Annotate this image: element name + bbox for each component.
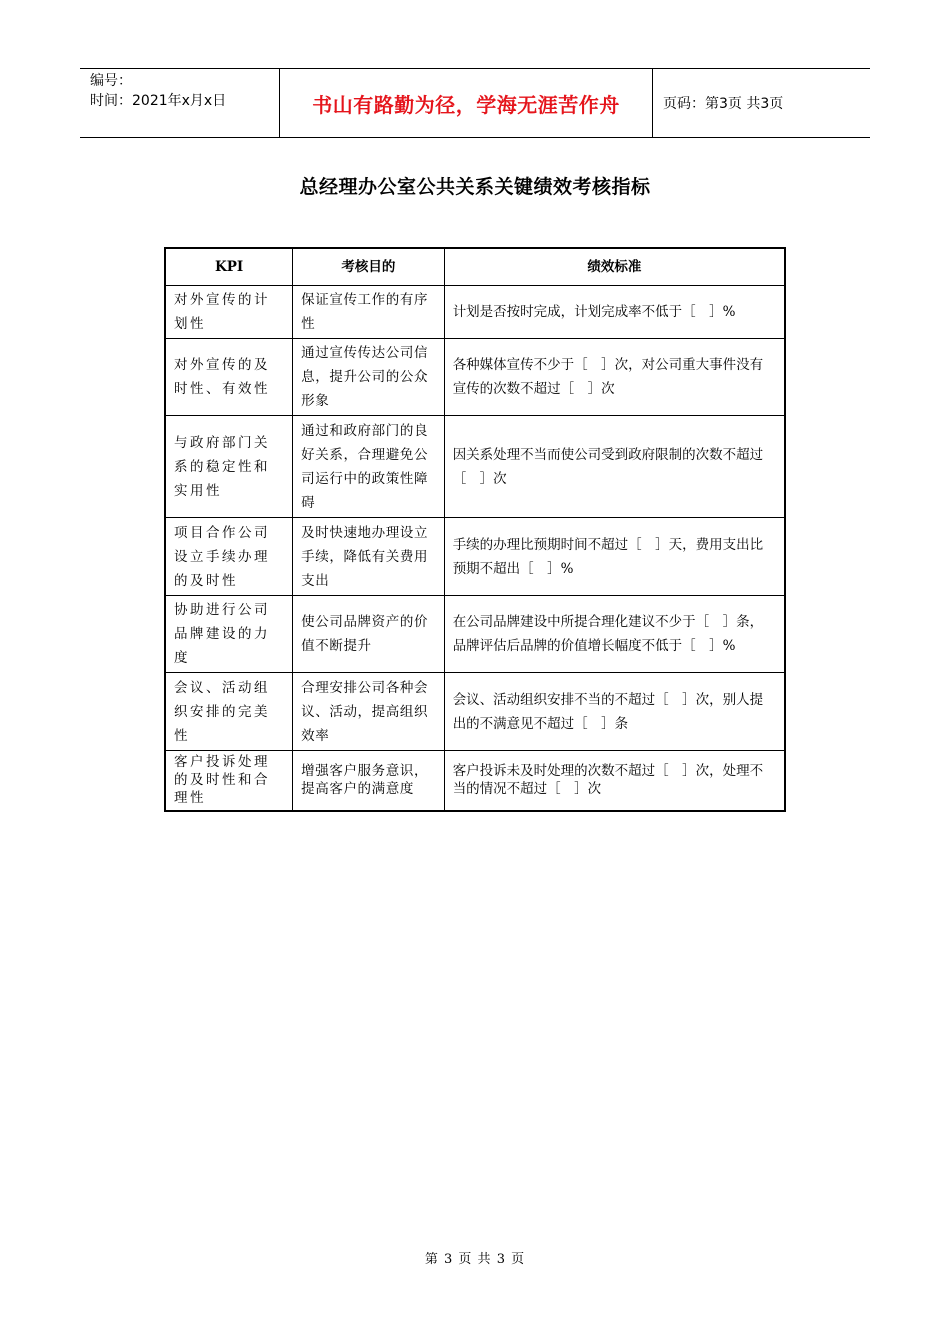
standard-cell: 各种媒体宣传不少于［ ］次，对公司重大事件没有宣传的次数不超过［ ］次 [444, 339, 785, 416]
kpi-cell: 协助进行公司品牌建设的力度 [165, 596, 293, 673]
header-page-info [653, 69, 870, 137]
purpose-cell: 及时快速地办理设立手续，降低有关费用支出 [293, 518, 445, 596]
kpi-cell: 项目合作公司设立手续办理的及时性 [165, 518, 293, 596]
table-row [165, 518, 785, 596]
header-meta [80, 69, 280, 137]
purpose-cell: 保证宣传工作的有序性 [293, 286, 445, 339]
standard-cell: 因关系处理不当而使公司受到政府限制的次数不超过［ ］次 [444, 416, 785, 518]
column-header-purpose: 考核目的 [293, 248, 445, 286]
header-motto-cell [280, 69, 653, 137]
column-header-standard: 绩效标准 [444, 248, 785, 286]
table-row [165, 751, 785, 811]
document-title: 总经理办公室公共关系关键绩效考核指标 [299, 176, 651, 198]
purpose-cell: 通过和政府部门的良好关系，合理避免公司运行中的政策性障碍 [293, 416, 445, 518]
purpose-cell: 使公司品牌资产的价值不断提升 [293, 596, 445, 673]
date-label: 时间：2021年x月x日 [90, 93, 227, 109]
table-row [165, 596, 785, 673]
kpi-cell: 客户投诉处理的及时性和合理性 [165, 751, 293, 811]
kpi-cell: 会议、活动组织安排的完美性 [165, 673, 293, 751]
purpose-cell: 增强客户服务意识，提高客户的满意度 [293, 751, 445, 811]
table-row [165, 673, 785, 751]
table-row [165, 286, 785, 339]
standard-cell: 会议、活动组织安排不当的不超过［ ］次，别人提出的不满意见不超过［ ］条 [444, 673, 785, 751]
standard-cell: 手续的办理比预期时间不超过［ ］天，费用支出比预期不超出［ ］% [444, 518, 785, 596]
page-footer: 第 3 页 共 3 页 [424, 1252, 526, 1267]
kpi-cell: 对外宣传的计划性 [165, 286, 293, 339]
standard-cell: 客户投诉未及时处理的次数不超过［ ］次，处理不当的情况不超过［ ］次 [444, 751, 785, 811]
page-info-text: 页码：第3页 共3页 [663, 96, 784, 112]
motto-text: 书山有路勤为径，学海无涯苦作舟 [312, 92, 620, 117]
table-row [165, 339, 785, 416]
purpose-cell: 合理安排公司各种会议、活动，提高组织效率 [293, 673, 445, 751]
column-header-kpi: KPI [165, 248, 293, 286]
number-label: 编号： [90, 73, 132, 89]
purpose-cell: 通过宣传传达公司信息，提升公司的公众形象 [293, 339, 445, 416]
table-header-row [165, 248, 785, 286]
standard-cell: 在公司品牌建设中所提合理化建议不少于［ ］条，品牌评估后品牌的价值增长幅度不低于［ ］% [444, 596, 785, 673]
page-header [80, 68, 870, 138]
table-row [165, 416, 785, 518]
kpi-table [164, 247, 786, 812]
standard-cell: 计划是否按时完成，计划完成率不低于［ ］% [444, 286, 785, 339]
kpi-cell: 对外宣传的及时性、有效性 [165, 339, 293, 416]
kpi-cell: 与政府部门关系的稳定性和实用性 [165, 416, 293, 518]
